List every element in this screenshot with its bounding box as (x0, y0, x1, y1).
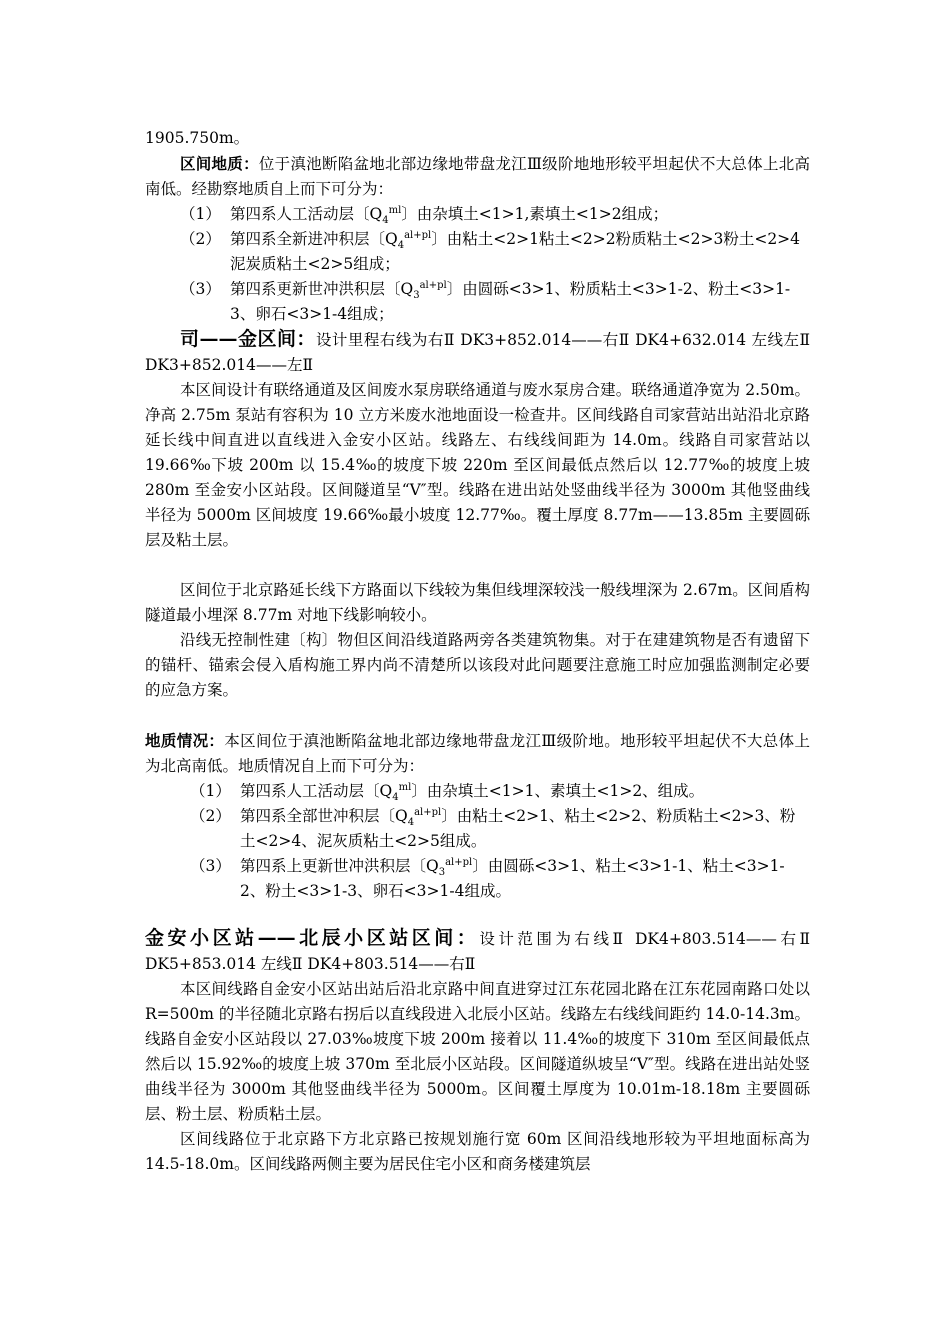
spacer (145, 553, 810, 578)
list-text: 第四系全新进冲积层〔$Q_4^{al+pl}$〕由粘土<2>1粘土<2>2粉质粘土<2>3粉土<2>4泥炭质粘土<2>5组成； (230, 229, 801, 273)
paragraph: 沿线无控制性建〔构〕物但区间沿线道路两旁各类建筑物集。对于在建建筑物是否有遗留下的锚杆、锚索会侵入盾构施工界内尚不清楚所以该段对此问题要注意施工时应加强监测制定必要的应急方案。 (145, 631, 810, 699)
list-number: （1） (180, 205, 221, 223)
paragraph-text: 位于滇池断陷盆地北部边缘地带盘龙江Ⅲ级阶地地形较平坦起伏不大总体上北高南低。经勘察地质自上而下可分为： (145, 155, 810, 198)
paragraph: 区间位于北京路延长线下方路面以下线较为集但线埋深较浅一般线埋深为 2.67m。区间盾构隧道最小埋深 8.77m 对地下线影响较小。 (145, 581, 810, 624)
spacer (145, 904, 810, 926)
list-number: （3） (190, 857, 231, 875)
list-item (145, 854, 810, 904)
paragraph: 区间线路位于北京路下方北京路已按规划施行宽 60m 区间沿线地形较为平坦地面标高为 14.5-18.0m。区间线路两侧主要为居民住宅小区和商务楼建筑层 (145, 1130, 810, 1173)
section-title: 司——金区间： (180, 328, 316, 350)
list-item (145, 277, 810, 327)
section-range: 设计范围为右线Ⅱ DK4+803.514——右Ⅱ DK5+853.014 左线Ⅱ DK4+803.514——右Ⅱ (145, 930, 810, 973)
section-label: 地质情况： (145, 731, 225, 750)
list-text: 第四系人工活动层〔$Q_4^{ml}$〕由杂填土<1>1,素填土<1>2组成； (230, 204, 669, 227)
list-text: 第四系更新世冲洪积层〔$Q_3^{al+pl}$〕由圆砾<3>1、粉质粘土<3>1-2、粉土<3>1-3、卵石<3>1-4组成； (230, 279, 791, 323)
list-number: （3） (180, 280, 221, 298)
list-item (145, 804, 810, 854)
section-geology-paragraph (145, 151, 810, 202)
list-item (145, 779, 810, 804)
list-number: （2） (190, 807, 231, 825)
list-text: 第四系上更新世冲洪积层〔$Q_3^{al+pl}$〕由圆砾<3>1、粘土<3>1-1、粘土<3>1-2、粉土<3>1-3、卵石<3>1-4组成。 (240, 856, 785, 900)
paragraph: 本区间设计有联络通道及区间废水泵房联络通道与废水泵房合建。联络通道净宽为 2.50m。净高 2.75m 泵站有容积为 10 立方米废水池地面设一检查井。区间线路自司家营站出站沿北京路延长线中间直进以直线进入金安小区站。线路左、右线线间距为 14.0m。线路自司家营站以 19.66‰下坡 200m 以 15.4‰的坡度下坡 220m 至区间最低点然后以 12.77‰的坡度上坡 280m 至金安小区站段。区间隧道呈“V″型。线路在进出站处竖曲线半径为 3000m 其他竖曲线半径为 5000m 区间坡度 19.66‰最小坡度 12.77‰。覆土厚度 8.77m——13.85m 主要圆砾层及粘土层。 (145, 381, 810, 549)
section-heading (145, 926, 810, 977)
section-range: 设计里程右线为右Ⅱ DK3+852.014——右Ⅱ DK4+632.014 左线左Ⅱ DK3+852.014——左Ⅱ (145, 331, 810, 374)
spacer (145, 703, 810, 728)
paragraph: 本区间线路自金安小区站出站后沿北京路中间直进穿过江东花园北路在江东花园南路口处以 R=500m 的半径随北京路右拐后以直线段进入北辰小区站。线路左右线线间距约 14.0-14.3m。线路自金安小区站段以 27.03‰坡度下坡 200m 接着以 11.4‰的坡度下 310m 至区间最低点然后以 15.92‰的坡度上坡 370m 至北辰小区站段。区间隧道纵坡呈“V″型。线路在进出站处竖曲线半径为 3000m 其他竖曲线半径为 5000m。区间覆土厚度为 10.01m-18.18m 主要圆砾层、粉土层、粉质粘土层。 (145, 980, 810, 1123)
section-title: 金安小区站——北辰小区站区间： (145, 927, 480, 949)
section-heading (145, 327, 810, 378)
section-label: 区间地质： (180, 154, 259, 173)
list-text: 第四系人工活动层〔$Q_4^{ml}$〕由杂填土<1>1、素填土<1>2、组成。 (240, 781, 705, 804)
list-number: （1） (190, 782, 231, 800)
list-text: 第四系全部世冲积层〔$Q_4^{al+pl}$〕由粘土<2>1、粘土<2>2、粉质粘土<2>3、粉土<2>4、泥灰质粘土<2>5组成。 (240, 806, 796, 850)
paragraph: 1905.750m。 (145, 129, 250, 147)
section-geology-paragraph (145, 728, 810, 779)
list-item (145, 202, 810, 227)
paragraph-text: 本区间位于滇池断陷盆地北部边缘地带盘龙江Ⅲ级阶地。地形较平坦起伏不大总体上为北高南低。地质情况自上而下可分为： (145, 732, 810, 775)
list-item (145, 227, 810, 277)
list-number: （2） (180, 230, 221, 248)
document-page (145, 126, 810, 1177)
